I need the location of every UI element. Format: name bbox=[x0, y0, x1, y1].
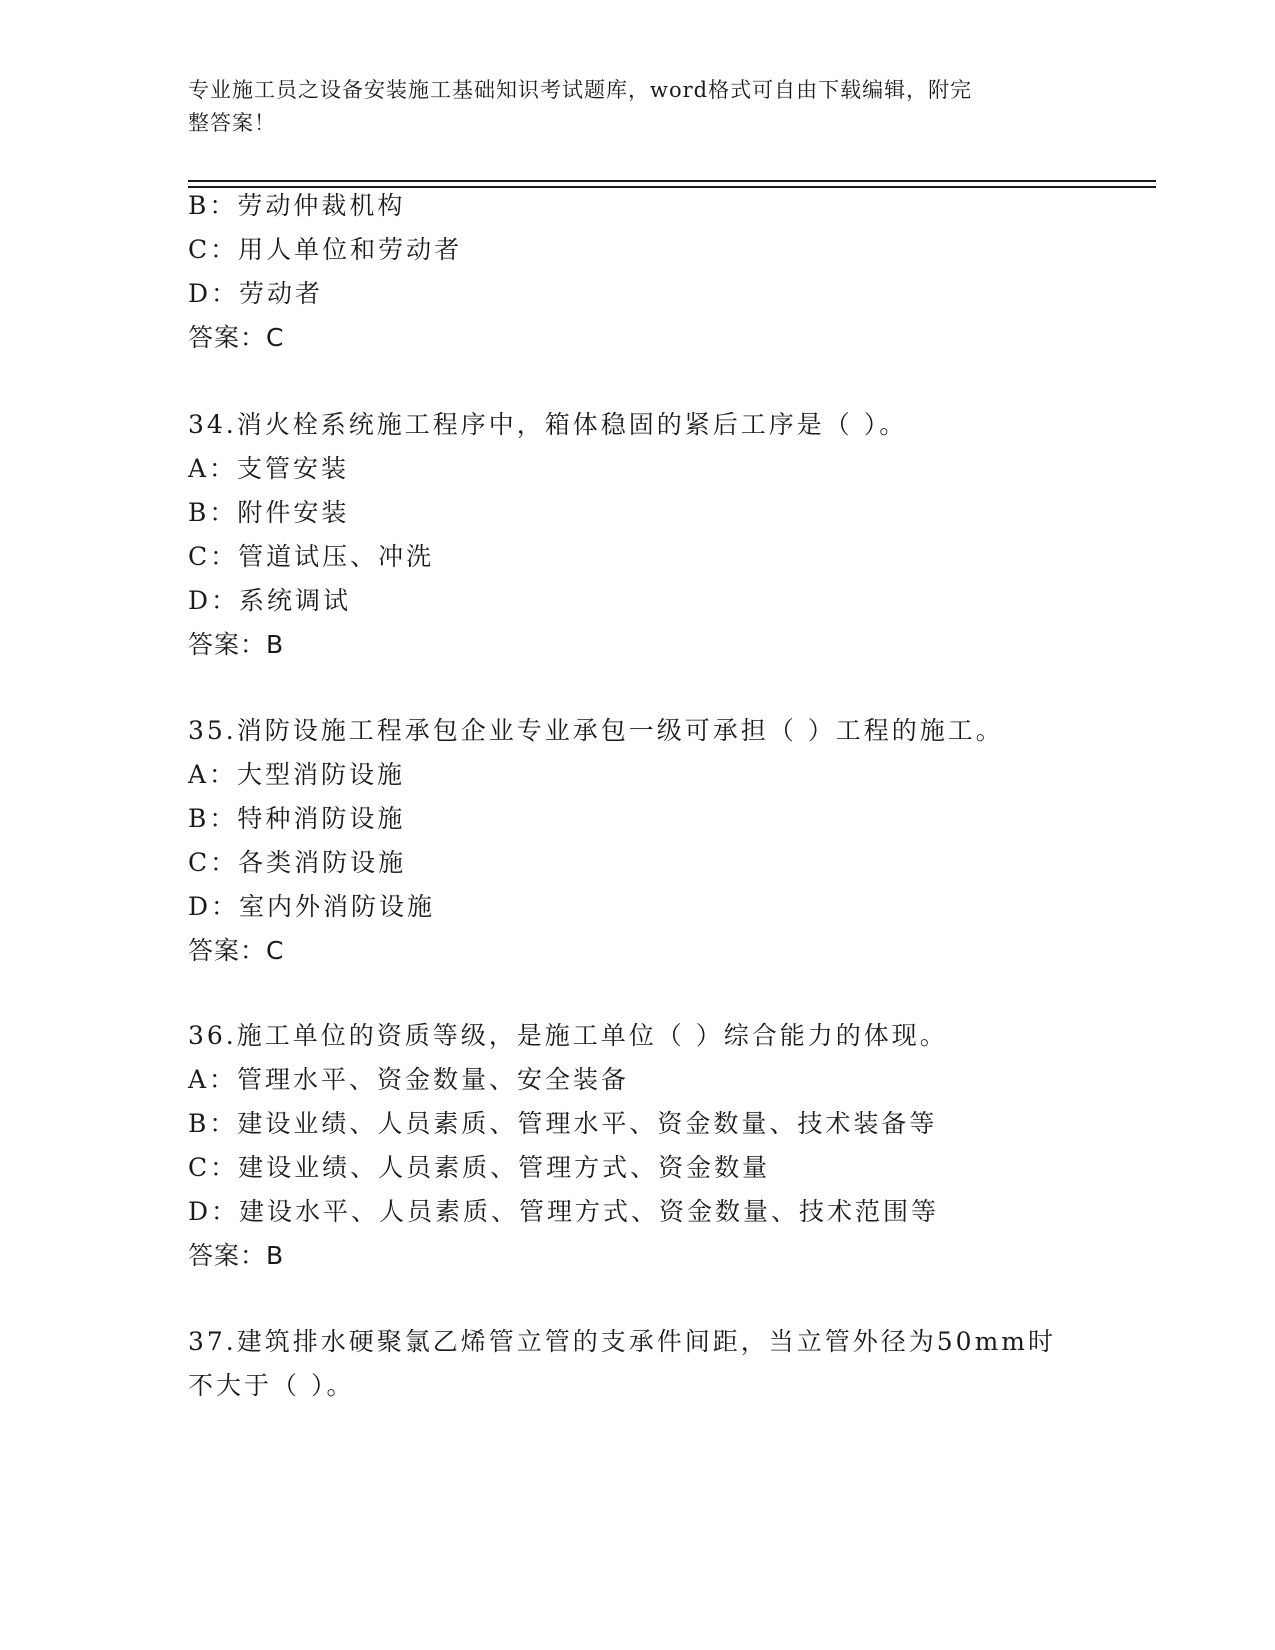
question-34-stem: 34.消火栓系统施工程序中，箱体稳固的紧后工序是（ ）。 bbox=[188, 410, 908, 439]
question-36-answer: 答案：B bbox=[188, 1241, 285, 1270]
question-34-option-c: C：管道试压、冲洗 bbox=[188, 542, 435, 571]
question-36-option-c: C：建设业绩、人员素质、管理方式、资金数量 bbox=[188, 1153, 771, 1182]
prev-question-option-c: C：用人单位和劳动者 bbox=[188, 235, 463, 264]
question-37-stem-line-2: 不大于（ ）。 bbox=[188, 1371, 355, 1400]
prev-question-option-d: D：劳动者 bbox=[188, 279, 324, 308]
header-divider-top bbox=[188, 180, 1156, 182]
header-divider-bottom bbox=[188, 186, 1156, 188]
question-35-option-c: C：各类消防设施 bbox=[188, 848, 407, 877]
question-34-option-b: B：附件安装 bbox=[188, 498, 350, 527]
question-34-option-d: D：系统调试 bbox=[188, 586, 352, 615]
question-36-option-b: B：建设业绩、人员素质、管理水平、资金数量、技术装备等 bbox=[188, 1109, 938, 1138]
document-header bbox=[188, 74, 1068, 140]
prev-question-answer: 答案：C bbox=[188, 323, 285, 352]
question-35-stem: 35.消防设施工程承包企业专业承包一级可承担（ ）工程的施工。 bbox=[188, 716, 1004, 745]
question-35-option-d: D：室内外消防设施 bbox=[188, 892, 436, 921]
question-36-option-a: A：管理水平、资金数量、安全装备 bbox=[188, 1065, 630, 1094]
question-37-stem-line-1: 37.建筑排水硬聚氯乙烯管立管的支承件间距，当立管外径为50mm时 bbox=[188, 1327, 1056, 1356]
question-35-answer: 答案：C bbox=[188, 936, 285, 965]
question-34-option-a: A：支管安装 bbox=[188, 454, 350, 483]
question-36-stem: 36.施工单位的资质等级，是施工单位（ ）综合能力的体现。 bbox=[188, 1021, 948, 1050]
prev-question-option-b: B：劳动仲裁机构 bbox=[188, 191, 406, 220]
question-34-answer: 答案：B bbox=[188, 630, 285, 659]
question-36-option-d: D：建设水平、人员素质、管理方式、资金数量、技术范围等 bbox=[188, 1197, 940, 1226]
header-title-line-1: 专业施工员之设备安装施工基础知识考试题库，word格式可自由下载编辑，附完 bbox=[188, 78, 973, 102]
question-35-option-b: B：特种消防设施 bbox=[188, 804, 406, 833]
question-35-option-a: A：大型消防设施 bbox=[188, 760, 406, 789]
header-title-line-2: 整答案！ bbox=[188, 111, 276, 135]
